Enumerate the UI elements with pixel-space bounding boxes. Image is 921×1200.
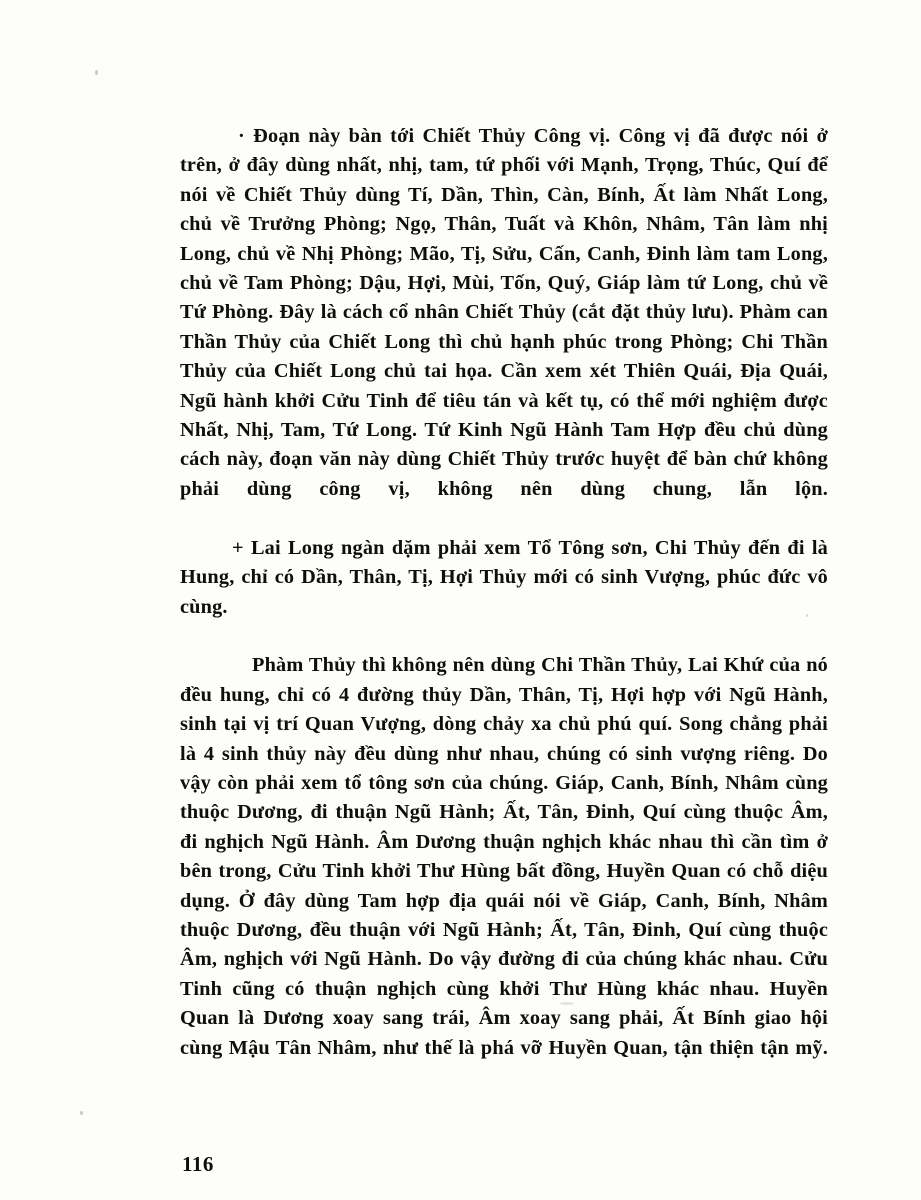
scan-artifact-speck xyxy=(80,1111,83,1115)
body-paragraph-2: + Lai Long ngàn dặm phải xem Tổ Tông sơn, Chi Thủy đến đi là Hung, chỉ có Dần, Thân, Tị, Hợi Thủy mới có sinh Vượng, phúc đức vô cùng. xyxy=(180,536,828,618)
body-paragraph-3: Phàm Thủy thì không nên dùng Chi Thần Thủy, Lai Khứ của nó đều hung, chỉ có 4 đường thủy Dần, Thân, Tị, Hợi hợp với Ngũ Hành, sinh tại vị trí Quan Vượng, dòng chảy xa chủ phú quí. Song chẳng phải là 4 sinh thủy này đều dùng như nhau, chúng có sinh vượng riêng. Do vậy còn phải xem tổ tông sơn của chúng. Giáp, Canh, Bính, Nhâm cùng thuộc Dương, đi thuận Ngũ Hành; Ất, Tân, Đinh, Quí cùng thuộc Âm, đi nghịch Ngũ Hành. Âm Dương thuận nghịch khác nhau thì cần tìm ở bên trong, Cửu Tinh khởi Thư Hùng bất đồng, Huyền Quan có chỗ diệu dụng. Ở đây dùng Tam hợp địa quái nói về Giáp, Canh, Bính, Nhâm thuộc Dương, đều thuận với Ngũ Hành; Ất, Tân, Đinh, Quí cùng thuộc Âm, nghịch với Ngũ Hành. Do vậy đường đi của chúng khác nhau. Cửu Tinh cũng có thuận nghịch cùng khởi Thư Hùng khác nhau. Huyền Quan là Dương xoay sang trái, Âm xoay sang phải, Ất Bính giao hội cùng Mậu Tân Nhâm, như thế là phá vỡ Huyền Quan, tận thiện tận mỹ. xyxy=(180,654,828,1059)
scan-artifact-speck xyxy=(95,70,98,75)
page-body-text xyxy=(180,122,828,1092)
page-number: 116 xyxy=(182,1152,214,1176)
body-paragraph-1: · Đoạn này bàn tới Chiết Thủy Công vị. Công vị đã được nói ở trên, ở đây dùng nhất, nhị, tam, tứ phối với Mạnh, Trọng, Thúc, Quí để nói về Chiết Thủy dùng Tí, Dần, Thìn, Càn, Bính, Ất làm Nhất Long, chủ về Trưởng Phòng; Ngọ, Thân, Tuất và Khôn, Nhâm, Tân làm nhị Long, chủ về Nhị Phòng; Mão, Tị, Sửu, Cấn, Canh, Đinh làm tam Long, chủ về Tam Phòng; Dậu, Hợi, Mùi, Tốn, Quý, Giáp làm tứ Long, chủ về Tứ Phòng. Đây là cách cổ nhân Chiết Thủy (cắt đặt thủy lưu). Phàm can Thần Thủy của Chiết Long thì chủ hạnh phúc trong Phòng; Chi Thần Thủy của Chiết Long chủ tai họa. Cần xem xét Thiên Quái, Địa Quái, Ngũ hành khởi Cửu Tinh để tiêu tán và kết tụ, có thể mới nghiệm được Nhất, Nhị, Tam, Tứ Long. Tứ Kinh Ngũ Hành Tam Hợp đều chủ dùng cách này, đoạn văn này dùng Chiết Thủy trước huyệt để bàn chứ không phải dùng công vị, không nên dùng chung, lẫn lộn. xyxy=(180,125,828,500)
